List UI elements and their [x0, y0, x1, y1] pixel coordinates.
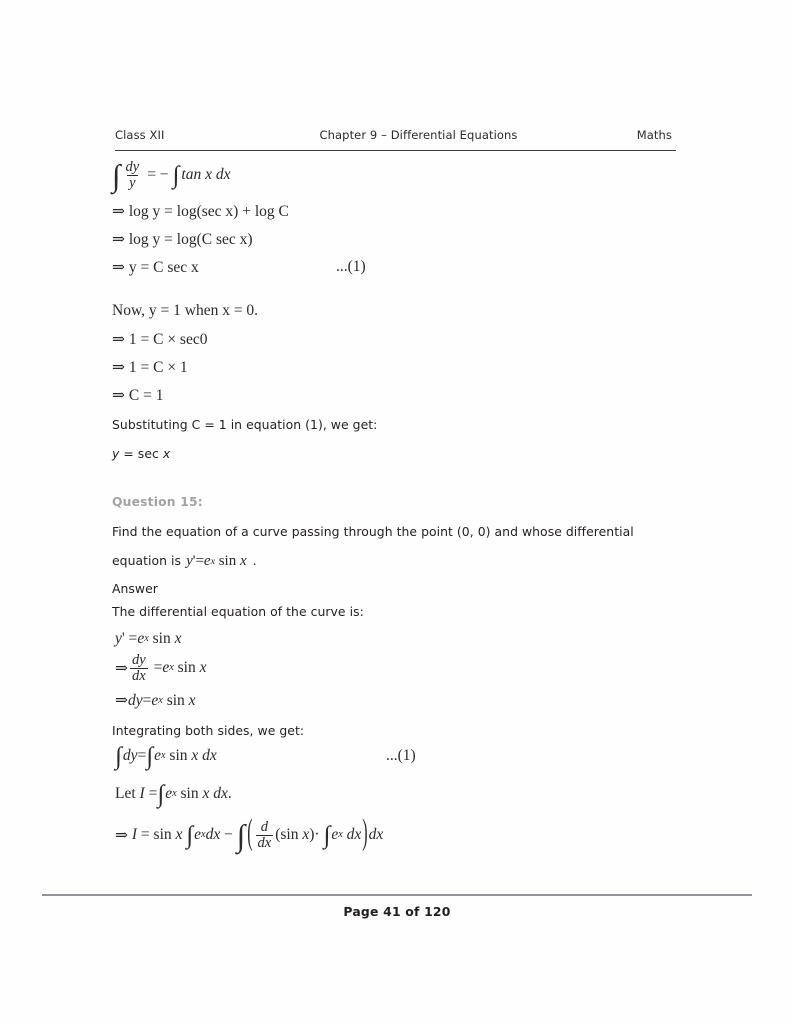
page-header — [115, 128, 676, 151]
equation-c-equals-1: ⇒ C = 1 — [112, 387, 164, 404]
footer-divider — [42, 894, 752, 896]
text-y-equals-sec-x — [112, 445, 170, 464]
inline-equation-y-prime: y ' = e x sin x — [186, 553, 247, 569]
fraction-denominator: y — [129, 174, 136, 191]
equation-dy-dx-equals-ex-sinx: ⇒ $\frac{dy}{dx}$ = e x sin x — [115, 652, 207, 684]
variable-x: x — [162, 446, 171, 461]
footer-page-number: Page 41 of 120 — [343, 904, 451, 919]
question-15-text-prefix: equation is — [112, 553, 182, 568]
equation-1-equals-c-times-1: ⇒ 1 = C × 1 — [112, 359, 188, 376]
equation-integration-by-parts: ⇒ I = sin x ∫ e x dx − ∫ ( $\frac{d}{dx}$ (sin x )· ∫ e x dx ) dx — [115, 814, 384, 854]
variable-y: y — [112, 446, 120, 461]
question-15-text-suffix: . — [252, 553, 257, 568]
equation-integral-dy-over-y: ∫ $\frac{dy}{y}$ = − ∫ tan x dx — [112, 158, 231, 194]
equals-sign: = sec — [123, 446, 163, 461]
fraction-d-dx: $\frac{d}{dx}$ — [257, 819, 272, 851]
equation-number-1: ...(1) — [336, 258, 366, 275]
header-chapter-title: Chapter 9 – Differential Equations — [319, 128, 518, 142]
question-15-heading: Question 15: — [112, 495, 203, 509]
left-paren-glyph: ( — [247, 814, 253, 853]
equation-log-y-log-sec-x-plus-log-c: ⇒ log y = log(sec x) + log C — [112, 203, 289, 220]
fraction-numerator: dy — [125, 159, 140, 175]
header-class-label: Class XII — [115, 128, 165, 142]
equation-number-1-second: ...(1) — [386, 747, 416, 764]
equation-1-equals-c-sec0: ⇒ 1 = C × sec0 — [112, 331, 208, 348]
equation-let-i-equals-integral: Let I = ∫ e x sin x dx . — [115, 781, 232, 808]
fraction-dy-dx — [124, 160, 142, 191]
equals-minus-operator: = − — [147, 166, 169, 184]
question-15-text-line-2 — [112, 552, 257, 571]
answer-label: Answer — [112, 581, 158, 596]
header-subject-label: Maths — [636, 128, 672, 142]
integrand-tan-x-dx: tan x dx — [181, 166, 231, 184]
equation-dy-equals-ex-sinx: ⇒ dy = e x sin x — [115, 691, 196, 709]
text-substituting-c: Substituting C = 1 in equation (1), we get: — [112, 417, 378, 432]
fraction-dy-dx-2: $\frac{dy}{dx}$ — [132, 652, 146, 684]
right-paren-glyph: ) — [362, 814, 368, 853]
question-15-text-line-1: Find the equation of a curve passing through the point (0, 0) and whose differential — [112, 524, 634, 539]
equation-initial-condition: Now, y = 1 when x = 0. — [112, 302, 259, 319]
equation-y-equals-c-sec-x: ⇒ y = C sec x — [112, 259, 199, 276]
equation-y-prime-equals-ex-sinx: y ' = e x sin x — [115, 630, 182, 647]
equation-integral-dy-equals-integral-ex-sinx-dx: ∫ dy = ∫ e x sin x dx — [115, 743, 217, 770]
equation-log-y-log-c-sec-x: ⇒ log y = log(C sec x) — [112, 231, 253, 248]
text-integrating-both-sides: Integrating both sides, we get: — [112, 723, 305, 738]
text-differential-equation-of-curve: The differential equation of the curve is: — [112, 604, 364, 619]
